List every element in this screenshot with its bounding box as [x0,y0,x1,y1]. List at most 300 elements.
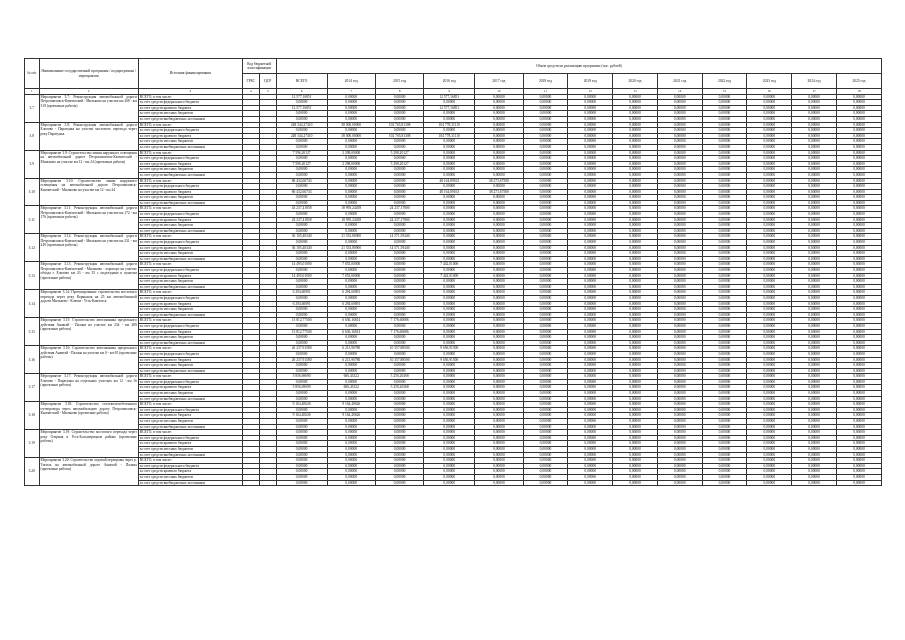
amount-cell: 0,00000 [836,240,881,246]
amount-cell: 0,00000 [657,374,702,380]
amount-cell: 0,00000 [702,452,747,458]
amount-cell: 0,00000 [424,323,475,329]
amount-cell: 12 577,16851 [424,94,475,100]
amount-cell: 0,00000 [702,128,747,134]
amount-cell: 12 577,16851 [276,105,327,111]
amount-cell: 0,00000 [792,363,837,369]
amount-cell: 0,00000 [702,312,747,318]
amount-cell: 0,00000 [568,100,613,106]
amount-cell: 0,00000 [424,295,475,301]
funding-source: за счет средств местных бюджетов [138,391,242,397]
column-number: 4 [242,89,259,95]
amount-cell: 0,00000 [657,172,702,178]
column-number: 18 [836,89,881,95]
amount-cell: 0,00000 [424,413,475,419]
amount-cell: 0,00000 [475,94,523,100]
amount-cell: 0,00000 [836,228,881,234]
amount-cell: 0,00000 [276,363,327,369]
amount-cell: 5 250,26368 [375,374,423,380]
amount-cell: 0,00000 [747,262,792,268]
amount-cell: 0,00000 [792,340,837,346]
funding-source: за счет средств краевого бюджета [138,301,242,307]
amount-cell: 0,00000 [276,223,327,229]
funding-source: за счет средств федерального бюджета [138,407,242,413]
amount-cell: 0,00000 [702,245,747,251]
amount-cell: 0,00000 [568,105,613,111]
amount-cell: 0,00000 [613,139,658,145]
amount-cell: 6 294,60891 [276,290,327,296]
amount-cell: 0,00000 [475,424,523,430]
col-year: 2023 год [747,74,792,89]
amount-cell: 0,00000 [327,469,375,475]
amount-cell: 0,00000 [836,335,881,341]
amount-cell: 0,00000 [327,458,375,464]
amount-cell: 0,00000 [276,379,327,385]
amount-cell: 0,00000 [568,474,613,480]
amount-cell: 0,00000 [792,161,837,167]
amount-cell: 248 344,27410 [276,122,327,128]
amount-cell: 0,00000 [568,279,613,285]
amount-cell: 0,00000 [568,128,613,134]
amount-cell: 606,43322 [327,385,375,391]
amount-cell: 0,00000 [475,419,523,425]
amount-cell: 0,00000 [568,195,613,201]
col-csr: ЦСР [259,74,276,89]
amount-cell: 0,00000 [327,200,375,206]
amount-cell: 0,00000 [747,379,792,385]
amount-cell: 0,00000 [375,100,423,106]
amount-cell: 0,00000 [475,206,523,212]
amount-cell: 0,00000 [568,189,613,195]
amount-cell: 0,00000 [702,391,747,397]
amount-cell: 5 298,20127 [375,161,423,167]
amount-cell: 48 164,89163 [424,189,475,195]
amount-cell: 0,00000 [475,200,523,206]
amount-cell: 0,00000 [792,228,837,234]
amount-cell: 0,00000 [792,189,837,195]
amount-cell: 0,00000 [836,217,881,223]
column-number: 15 [702,89,747,95]
funding-source: за счет средств внебюджетных источников [138,396,242,402]
amount-cell: 0,00000 [568,357,613,363]
amount-cell: 0,00000 [702,379,747,385]
amount-cell: 0,00000 [375,268,423,274]
column-number: 9 [424,89,475,95]
amount-cell: 0,00000 [657,167,702,173]
amount-cell: 0,00000 [523,329,568,335]
amount-cell: 0,00000 [523,161,568,167]
row-index: 3.15 [25,318,40,346]
amount-cell: 0,00000 [276,474,327,480]
amount-cell: 0,00000 [613,245,658,251]
amount-cell: 0,00000 [523,94,568,100]
amount-cell: 0,00000 [475,128,523,134]
col-year: 2025 год [836,74,881,89]
amount-cell: 0,00000 [836,469,881,475]
amount-cell: 0,00000 [424,228,475,234]
amount-cell: 0,00000 [475,402,523,408]
amount-cell: 0,00000 [836,368,881,374]
amount-cell: 0,00000 [475,458,523,464]
amount-cell: 0,00000 [657,480,702,486]
amount-cell: 0,00000 [657,290,702,296]
measure-name: Мероприятие 3.16: Строительство автозимника предельного действия Анавгай - Палана на участке км 0 - км 65 (проектные работы) [39,346,138,374]
amount-cell: 0,00000 [523,172,568,178]
amount-cell: 0,00000 [523,156,568,162]
amount-cell: 0,00000 [523,178,568,184]
amount-cell: 0,00000 [836,150,881,156]
amount-cell: 26 237,91580 [276,346,327,352]
amount-cell: 0,00000 [747,351,792,357]
amount-cell: 0,00000 [613,223,658,229]
amount-cell: 0,00000 [523,402,568,408]
funding-source: ВСЕГО, в том числе: [138,206,242,212]
amount-cell: 0,00000 [702,413,747,419]
amount-cell: 48 164,89163 [424,178,475,184]
amount-cell: 0,00000 [747,94,792,100]
amount-cell: 0,00000 [375,212,423,218]
amount-cell: 0,00000 [792,212,837,218]
amount-cell: 0,00000 [327,435,375,441]
amount-cell: 0,00000 [424,217,475,223]
amount-cell: 0,00000 [475,245,523,251]
amount-cell: 0,00000 [424,184,475,190]
amount-cell: 0,00000 [657,116,702,122]
amount-cell: 0,00000 [475,469,523,475]
amount-cell: 0,00000 [276,447,327,453]
amount-cell: 0,00000 [747,234,792,240]
amount-cell: 0,00000 [475,430,523,436]
amount-cell: 0,00000 [523,206,568,212]
amount-cell: 0,00000 [523,480,568,486]
amount-cell: 0,00000 [475,100,523,106]
amount-cell: 0,00000 [276,284,327,290]
amount-cell: 0,00000 [375,240,423,246]
amount-cell: 0,00000 [702,94,747,100]
amount-cell: 0,00000 [475,301,523,307]
amount-cell: 0,00000 [523,295,568,301]
row-index: 3.8 [25,122,40,150]
amount-cell: 0,00000 [613,435,658,441]
amount-cell: 0,00000 [836,100,881,106]
amount-cell: 0,00000 [792,172,837,178]
amount-cell: 0,00000 [613,167,658,173]
measure-name: Мероприятие 3.8: Реконструкция автомобильной дороги Елизово - Паратунка на участке мостового перехода через реку Паратунка [39,122,138,150]
amount-cell: 5 856,69690 [276,385,327,391]
funding-source: ВСЕГО, в том числе: [138,374,242,380]
amount-cell: 0,00000 [657,329,702,335]
amount-cell: 0,00000 [475,228,523,234]
amount-cell: 0,00000 [747,223,792,229]
amount-cell: 0,00000 [523,189,568,195]
funding-source: ВСЕГО, в том числе: [138,402,242,408]
amount-cell: 0,00000 [523,335,568,341]
amount-cell: 0,00000 [702,424,747,430]
column-number: 12 [568,89,613,95]
amount-cell: 0,00000 [613,346,658,352]
amount-cell: 0,00000 [475,307,523,313]
amount-cell: 0,00000 [523,413,568,419]
amount-cell: 0,00000 [276,335,327,341]
amount-cell: 6 294,60891 [276,301,327,307]
amount-cell: 0,00000 [475,240,523,246]
funding-source: за счет средств внебюджетных источников [138,144,242,150]
amount-cell: 0,00000 [568,139,613,145]
amount-cell: 0,00000 [375,368,423,374]
amount-cell: 0,00000 [792,441,837,447]
amount-cell: 0,00000 [613,206,658,212]
amount-cell: 0,00000 [747,156,792,162]
amount-cell: 0,00000 [792,200,837,206]
amount-cell: 0,00000 [424,128,475,134]
amount-cell: 0,00000 [792,447,837,453]
amount-cell: 0,00000 [523,133,568,139]
amount-cell: 0,00000 [475,474,523,480]
amount-cell: 0,00000 [657,391,702,397]
funding-source: за счет средств местных бюджетов [138,279,242,285]
amount-cell: 21 533,80900 [327,245,375,251]
amount-cell: 0,00000 [747,240,792,246]
amount-cell: 0,00000 [657,435,702,441]
funding-source: ВСЕГО, в том числе: [138,262,242,268]
amount-cell: 0,00000 [836,474,881,480]
amount-cell: 0,00000 [327,251,375,257]
funding-source: за счет средств краевого бюджета [138,133,242,139]
amount-cell: 0,00000 [475,396,523,402]
amount-cell: 0,00000 [657,128,702,134]
amount-cell: 0,00000 [523,150,568,156]
amount-cell: 0,00000 [523,323,568,329]
amount-cell: 0,00000 [568,111,613,117]
amount-cell: 0,00000 [568,335,613,341]
row-index: 3.18 [25,402,40,430]
amount-cell: 0,00000 [792,156,837,162]
amount-cell: 0,00000 [657,301,702,307]
amount-cell: 0,00000 [792,234,837,240]
amount-cell: 0,00000 [657,368,702,374]
amount-cell: 0,00000 [613,351,658,357]
amount-cell: 0,00000 [424,100,475,106]
amount-cell: 0,00000 [747,402,792,408]
amount-cell: 0,00000 [702,116,747,122]
amount-cell: 0,00000 [424,284,475,290]
kbk-cell [242,480,259,486]
amount-cell: 0,00000 [276,391,327,397]
amount-cell: 0,00000 [327,212,375,218]
amount-cell: 0,00000 [836,128,881,134]
amount-cell: 0,00000 [702,301,747,307]
amount-cell: 0,00000 [792,329,837,335]
amount-cell: 0,00000 [792,301,837,307]
amount-cell: 0,00000 [613,413,658,419]
amount-cell: 0,00000 [613,156,658,162]
amount-cell: 0,00000 [327,407,375,413]
amount-cell: 0,00000 [747,441,792,447]
amount-cell: 0,00000 [747,178,792,184]
amount-cell: 0,00000 [836,318,881,324]
amount-cell: 0,00000 [613,94,658,100]
amount-cell: 0,00000 [568,273,613,279]
amount-cell: 0,00000 [747,206,792,212]
amount-cell: 0,00000 [568,379,613,385]
amount-cell: 0,00000 [475,312,523,318]
amount-cell: 0,00000 [702,105,747,111]
amount-cell: 0,00000 [523,128,568,134]
amount-cell: 0,00000 [475,116,523,122]
amount-cell: 0,00000 [475,217,523,223]
funding-source: за счет средств краевого бюджета [138,329,242,335]
amount-cell: 0,00000 [747,413,792,419]
amount-cell: 0,00000 [613,441,658,447]
amount-cell: 0,00000 [657,340,702,346]
amount-cell: 0,00000 [424,424,475,430]
measure-name: Мероприятие 3.15: Строительство автозимника предельного действия Анавгай - Палана на участке км 234 - км 289 (проектные работы) [39,318,138,346]
funding-source: за счет средств местных бюджетов [138,419,242,425]
funding-source: за счет средств краевого бюджета [138,161,242,167]
amount-cell: 0,00000 [613,111,658,117]
amount-cell: 0,00000 [792,419,837,425]
amount-cell: 0,00000 [523,228,568,234]
funding-source: за счет средств местных бюджетов [138,223,242,229]
amount-cell: 0,00000 [276,268,327,274]
amount-cell: 0,00000 [747,458,792,464]
amount-cell: 0,00000 [657,307,702,313]
amount-cell: 0,00000 [424,234,475,240]
amount-cell: 9 164,40626 [327,413,375,419]
col-grbs: ГРБС [242,74,259,89]
amount-cell: 0,00000 [523,474,568,480]
amount-cell: 0,00000 [475,161,523,167]
amount-cell: 0,00000 [747,290,792,296]
amount-cell: 0,00000 [836,94,881,100]
amount-cell: 0,00000 [792,295,837,301]
amount-cell: 0,00000 [568,301,613,307]
amount-cell: 0,00000 [276,430,327,436]
amount-cell: 0,00000 [613,144,658,150]
amount-cell: 0,00000 [613,295,658,301]
amount-cell: 0,00000 [613,430,658,436]
amount-cell: 0,00000 [836,430,881,436]
amount-cell: 0,00000 [657,105,702,111]
amount-cell: 36 105,40340 [276,234,327,240]
amount-cell: 0,00000 [836,273,881,279]
amount-cell: 0,00000 [702,368,747,374]
amount-cell: 0,00000 [375,379,423,385]
amount-cell: 0,00000 [702,290,747,296]
amount-cell: 0,00000 [523,105,568,111]
amount-cell: 0,00000 [747,346,792,352]
column-number: 8 [375,89,423,95]
amount-cell: 0,00000 [424,463,475,469]
amount-cell: 0,00000 [276,139,327,145]
amount-cell: 0,00000 [702,435,747,441]
amount-cell: 0,00000 [613,447,658,453]
amount-cell: 0,00000 [375,195,423,201]
amount-cell: 0,00000 [702,396,747,402]
amount-cell: 0,00000 [836,357,881,363]
amount-cell: 0,00000 [792,105,837,111]
amount-cell: 0,00000 [327,223,375,229]
amount-cell: 0,00000 [613,105,658,111]
amount-cell: 0,00000 [424,206,475,212]
amount-cell: 0,00000 [747,105,792,111]
amount-cell: 0,00000 [568,329,613,335]
col-year: 2022 год [702,74,747,89]
amount-cell: 0,00000 [702,139,747,145]
amount-cell: 10 357,88500 [375,357,423,363]
amount-cell: 0,00000 [792,144,837,150]
amount-cell: 0,00000 [424,111,475,117]
amount-cell: 0,00000 [747,469,792,475]
amount-cell: 0,00000 [475,435,523,441]
amount-cell: 0,00000 [475,385,523,391]
amount-cell: 0,00000 [276,463,327,469]
amount-cell: 0,00000 [747,480,792,486]
amount-cell: 0,00000 [657,284,702,290]
funding-source: ВСЕГО, в том числе: [138,234,242,240]
amount-cell: 0,00000 [836,374,881,380]
amount-cell: 0,00000 [613,128,658,134]
funding-source: за счет средств местных бюджетов [138,167,242,173]
measure-name: Мероприятие 3.13: Реконструкция автомобильной дороги Петропавловск-Камчатский - Мильково - аэропорт на участке обхода г. Елизово км 23 - км 35 с подъездами к пунктам (проектные работы) [39,262,138,290]
amount-cell: 0,00000 [375,128,423,134]
amount-cell: 0,00000 [276,200,327,206]
amount-cell: 0,00000 [792,122,837,128]
amount-cell: 0,00000 [424,245,475,251]
amount-cell: 0,00000 [327,312,375,318]
amount-cell: 0,00000 [657,245,702,251]
amount-cell: 0,00000 [327,172,375,178]
col-volume: Объем средств на реализацию программы (тыс. рублей) [276,59,881,74]
amount-cell: 7 176,60686 [375,329,423,335]
amount-cell: 0,00000 [702,480,747,486]
measure-name: Мероприятие 3.17: Реконструкция автомобильной дороги Елизово - Паратунка на отдельных участках км 12 - км 16 (проектные работы) [39,374,138,402]
amount-cell: 0,00000 [475,156,523,162]
amount-cell: 0,00000 [836,307,881,313]
amount-cell: 0,00000 [702,122,747,128]
amount-cell: 0,00000 [568,430,613,436]
funding-source: ВСЕГО, в том числе: [138,458,242,464]
amount-cell: 0,00000 [327,178,375,184]
amount-cell: 0,00000 [475,391,523,397]
funding-source: за счет средств федерального бюджета [138,128,242,134]
amount-cell: 0,00000 [568,318,613,324]
funding-source: за счет средств внебюджетных источников [138,312,242,318]
amount-cell: 0,00000 [836,184,881,190]
amount-cell: 0,00000 [747,312,792,318]
amount-cell: 0,00000 [568,290,613,296]
amount-cell: 0,00000 [523,256,568,262]
amount-cell: 0,00000 [792,150,837,156]
amount-cell: 0,00000 [327,228,375,234]
amount-cell: 0,00000 [568,385,613,391]
row-index: 3.11 [25,206,40,234]
amount-cell: 0,00000 [327,447,375,453]
amount-cell: 0,00000 [375,424,423,430]
amount-cell: 0,00000 [657,385,702,391]
amount-cell: 0,00000 [523,312,568,318]
funding-source: ВСЕГО, в том числе: [138,346,242,352]
amount-cell: 0,00000 [276,172,327,178]
amount-cell: 0,00000 [375,279,423,285]
amount-cell: 0,00000 [276,212,327,218]
amount-cell: 0,00000 [568,368,613,374]
column-number: 14 [657,89,702,95]
amount-cell: 0,00000 [657,474,702,480]
amount-cell: 0,00000 [702,447,747,453]
amount-cell: 0,00000 [792,368,837,374]
funding-source: за счет средств внебюджетных источников [138,172,242,178]
